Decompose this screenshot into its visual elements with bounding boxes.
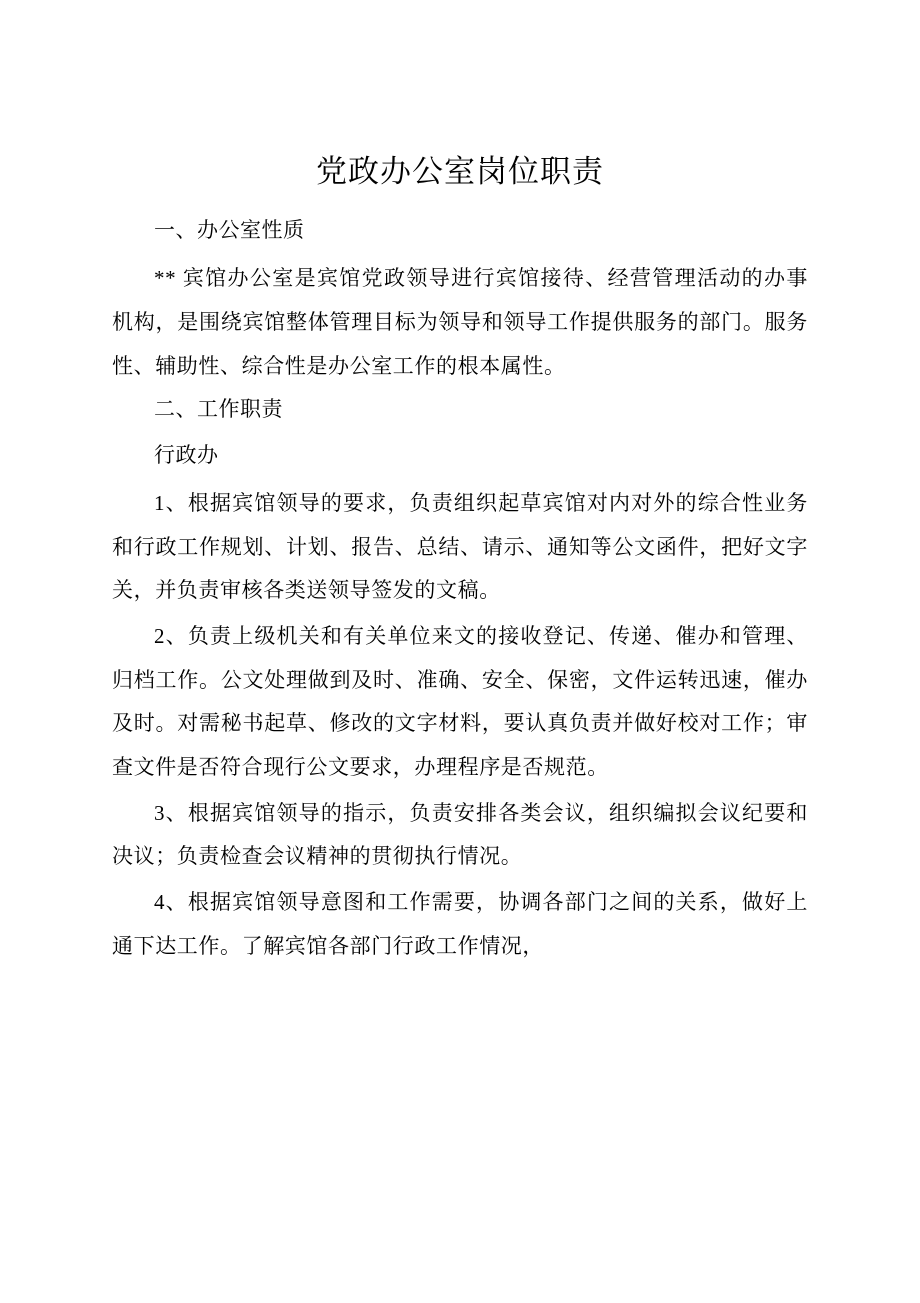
paragraph-duty-2: 2、负责上级机关和有关单位来文的接收登记、传递、催办和管理、归档工作。公文处理做到及时、准确、安全、保密，文件运转迅速，催办及时。对需秘书起草、修改的文字材料，要认真负责并做好校对工作；审查文件是否符合现行公文要求，办理程序是否规范。 [112,624,808,780]
paragraph-duty-4: 4、根据宾馆领导意图和工作需要，协调各部门之间的关系，做好上通下达工作。了解宾馆各部门行政工作情况， [112,890,808,958]
section-heading-office-nature: 一、办公室性质 [154,218,305,243]
section-heading-work-duties: 二、工作职责 [154,397,283,422]
paragraph-duty-1: 1、根据宾馆领导的要求，负责组织起草宾馆对内对外的综合性业务和行政工作规划、计划、报告、总结、请示、通知等公文函件，把好文字关，并负责审核各类送领导签发的文稿。 [112,491,808,603]
page-title: 党政办公室岗位职责 [316,154,604,189]
subsection-heading-admin-office: 行政办 [154,443,219,468]
paragraph-duty-3: 3、根据宾馆领导的指示，负责安排各类会议，组织编拟会议纪要和决议；负责检查会议精神的贯彻执行情况。 [112,800,808,869]
paragraph-office-nature: ** 宾馆办公室是宾馆党政领导进行宾馆接待、经营管理活动的办事机构，是围绕宾馆整体管理目标为领导和领导工作提供服务的部门。服务性、辅助性、综合性是办公室工作的根本属性。 [112,266,808,378]
